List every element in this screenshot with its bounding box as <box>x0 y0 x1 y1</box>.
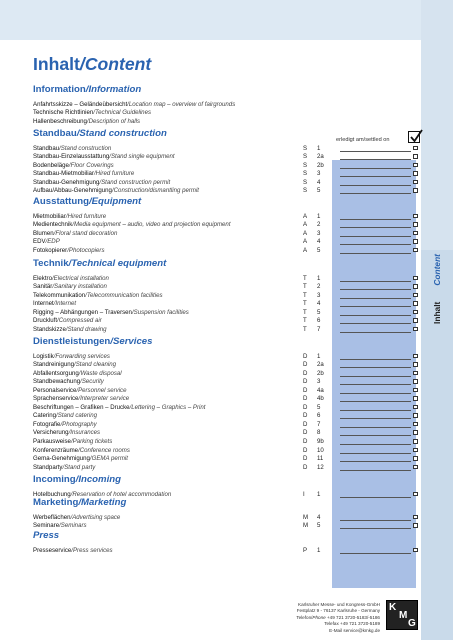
form-number: 1 <box>317 274 321 282</box>
item-label-sep: / <box>53 300 56 308</box>
form-letter: A <box>303 212 308 220</box>
form-letter: A <box>303 238 308 246</box>
logo-letter: G <box>408 618 416 629</box>
item-label-sep: / <box>65 325 68 333</box>
form-number: 7 <box>317 420 321 428</box>
item-label-en: Security <box>81 378 104 386</box>
item-label-sep: / <box>70 513 73 521</box>
form-letter: D <box>303 455 308 463</box>
form-number: 5 <box>317 522 321 530</box>
item-label-sep: / <box>129 403 132 411</box>
form-number: 3 <box>317 170 321 178</box>
item-label-de: Aufbau/Abbau-Genehmigung <box>33 187 112 195</box>
section-heading <box>33 497 126 508</box>
item-label-de: Standbau-Mietmobiliar <box>33 170 94 178</box>
settled-on-date-field[interactable] <box>340 470 411 471</box>
form-number: 10 <box>317 446 324 454</box>
checkbox[interactable] <box>413 163 418 168</box>
checkbox[interactable] <box>413 171 418 176</box>
form-number: 2b <box>317 161 324 169</box>
item-label-en: Photography <box>62 420 97 428</box>
item-label-de: Hallenbeschreibung <box>33 117 87 125</box>
form-number: 2 <box>317 283 321 291</box>
footer-email: E-Mail service@kmkg.de <box>329 627 380 633</box>
section-heading-de: Ausstattung <box>33 196 89 207</box>
item-label-sep: / <box>72 221 74 229</box>
item-label-en: Interpreter service <box>80 395 130 403</box>
item-label-en: Floral stand decoration <box>55 229 118 237</box>
section-heading-de: Dienstleistungen <box>33 336 111 347</box>
page-title-de: Inhalt <box>33 54 80 74</box>
checkbox[interactable] <box>413 523 418 528</box>
item-label-de: Personalservice <box>33 386 77 394</box>
checklist-row <box>33 546 419 555</box>
form-letter: D <box>303 420 308 428</box>
item-label-en: Electrical installation <box>53 274 109 282</box>
item-label-en: Construction/dismantling permit <box>113 187 200 195</box>
form-letter: D <box>303 463 308 471</box>
form-letter: D <box>303 386 308 394</box>
item-label-en: Stand party <box>64 463 96 471</box>
item-label-de: Presseservice <box>33 546 72 554</box>
checkbox[interactable] <box>413 301 418 306</box>
item-label-en: Stand cleaning <box>75 361 117 369</box>
item-label-de: Catering <box>33 412 57 420</box>
item-label-sep: / <box>52 283 55 291</box>
item-label-sep: / <box>57 317 59 325</box>
form-number: 1 <box>317 490 321 498</box>
item-label-sep: / <box>59 522 61 530</box>
item-label-sep: / <box>62 463 65 471</box>
item-label-sep: / <box>78 395 81 403</box>
checkbox[interactable] <box>413 248 418 253</box>
item-label-en: Parking tickets <box>72 438 113 445</box>
checkbox[interactable] <box>413 318 418 323</box>
section-heading-de: Information <box>33 84 86 95</box>
section-heading-en: Press <box>33 530 60 541</box>
section-heading-de: Standbau <box>33 128 77 139</box>
item-label-de: Sprachenservice <box>33 395 79 403</box>
settled-on-date-field[interactable] <box>340 497 411 498</box>
form-number: 4 <box>317 238 321 246</box>
logo-letter: M <box>399 610 408 621</box>
item-label-de: Seminare <box>33 522 60 530</box>
section-heading <box>33 530 59 541</box>
item-label-de: Konferenzräume <box>33 446 79 454</box>
item-label-sep: / <box>111 187 114 195</box>
item-label-de: Abfallentsorgung <box>33 369 79 377</box>
form-letter: S <box>303 170 308 178</box>
section-heading-en: Equipment <box>91 196 142 207</box>
section-heading-en: Stand construction <box>79 128 167 139</box>
item-label-sep: / <box>131 308 134 316</box>
form-number: 5 <box>317 403 321 411</box>
item-label-en: Sanitary installation <box>54 283 107 291</box>
checkbox[interactable] <box>413 327 418 332</box>
item-label <box>33 117 140 126</box>
item-label-sep: / <box>67 246 69 254</box>
section-heading-en: Incoming <box>78 474 121 485</box>
item-label-sep: / <box>70 490 73 498</box>
item-label-sep: / <box>56 412 58 420</box>
item-label-en: Stand single equipment <box>110 153 175 161</box>
item-label-en: Media equipment – audio, video and projection equipment <box>74 221 231 229</box>
item-label-en: Waste disposal <box>80 369 122 377</box>
item-label-sep: / <box>60 420 63 428</box>
item-label-de: Anfahrtsskizze – Geländeübersicht <box>33 100 128 108</box>
form-number: 8 <box>317 429 321 437</box>
item-label-en: Compressed air <box>58 317 102 325</box>
form-letter: I <box>303 490 305 498</box>
form-letter: A <box>303 246 308 254</box>
item-label-sep: / <box>80 378 82 386</box>
item-label-sep: / <box>65 212 68 220</box>
footer-phone: Telefon/Phone +49 721 3720-5183/-5186 <box>296 614 380 620</box>
checkbox[interactable] <box>413 448 418 453</box>
item-label <box>33 546 113 555</box>
section-heading-en: Technical equipment <box>71 258 167 269</box>
item-label-sep: / <box>86 117 89 125</box>
item-label-de: Standbau <box>33 144 60 152</box>
item-label-en: Telecommunication facilities <box>86 291 163 299</box>
item-label-sep: / <box>78 369 81 377</box>
item-label-sep: / <box>68 161 71 169</box>
checklist-row <box>33 246 419 255</box>
item-label-sep: / <box>53 229 56 237</box>
item-label-en: Press services <box>72 546 113 554</box>
item-label-en: Hired furniture <box>95 170 135 178</box>
item-label-sep: / <box>68 429 71 437</box>
checkbox[interactable] <box>413 154 418 159</box>
form-letter: D <box>303 352 308 360</box>
item-label-de: Versicherung <box>33 429 69 437</box>
form-letter: D <box>303 369 308 377</box>
form-number: 4b <box>317 395 324 403</box>
settled-on-date-field[interactable] <box>340 253 411 254</box>
settled-on-date-field[interactable] <box>340 528 411 529</box>
section-heading-sep: / <box>68 258 72 269</box>
form-number: 2a <box>317 153 324 161</box>
form-number: 1 <box>317 352 321 360</box>
form-number: 4 <box>317 300 321 308</box>
section-heading-en: Information <box>88 84 142 95</box>
item-label-de: Hotelbuchung <box>33 490 71 498</box>
form-number: 11 <box>317 455 324 463</box>
item-label-de: Logistik <box>33 352 54 360</box>
item-label-en: Stand drawing <box>67 325 107 333</box>
form-letter: T <box>303 283 307 291</box>
form-letter: S <box>303 187 308 195</box>
item-label-en: Stand construction <box>60 144 112 152</box>
form-letter: D <box>303 438 308 445</box>
checklist-row <box>33 117 419 126</box>
section-heading-sep: / <box>85 84 89 95</box>
item-label-sep: / <box>109 153 111 161</box>
item-label-de: Sanitär <box>33 283 53 291</box>
section-heading-de: Incoming <box>33 474 76 485</box>
item-label-sep: / <box>93 170 96 178</box>
page-title-sep: / <box>79 54 85 74</box>
section-heading-en: Marketing <box>81 497 127 508</box>
form-letter: D <box>303 403 308 411</box>
logo-letter: K <box>389 602 397 613</box>
item-label-en: Stand construction permit <box>101 178 171 186</box>
item-label-de: Blumen <box>33 229 54 237</box>
item-label-en: Floor Coverings <box>70 161 114 169</box>
form-letter: T <box>303 300 307 308</box>
item-label-sep: / <box>59 144 61 152</box>
section-heading-en: Services <box>112 336 153 347</box>
settled-on-date-field[interactable] <box>340 193 411 194</box>
item-label-de: Medientechnik <box>33 221 73 229</box>
item-label-de: Gema-Genehmigung <box>33 455 90 463</box>
form-letter: S <box>303 178 308 186</box>
item-label-sep: / <box>76 386 79 394</box>
form-number: 2 <box>317 221 321 229</box>
checkbox[interactable] <box>413 405 418 410</box>
checkbox[interactable] <box>413 354 418 359</box>
form-letter: T <box>303 317 307 325</box>
form-number: 1 <box>317 546 321 554</box>
item-label-de: Standskizze <box>33 325 66 333</box>
page-title <box>33 54 151 75</box>
checkbox[interactable] <box>413 430 418 435</box>
item-label-en: Lettering – Graphics – Print <box>131 403 206 411</box>
checkbox[interactable] <box>413 413 418 418</box>
section-heading-sep: / <box>88 196 92 207</box>
form-letter: T <box>303 274 307 282</box>
item-label-de: Standbau-Einzelausstattung <box>33 153 110 161</box>
checklist-row <box>33 325 419 334</box>
side-label-en: Content <box>432 254 442 286</box>
form-number: 4a <box>317 386 324 394</box>
page-title-en: Content <box>84 54 152 74</box>
checkbox[interactable] <box>413 371 418 376</box>
checkbox[interactable] <box>413 188 418 193</box>
form-letter: T <box>303 308 307 316</box>
item-label <box>33 463 95 472</box>
item-label-en: EDP <box>47 238 60 246</box>
form-letter: D <box>303 412 308 420</box>
side-label <box>425 214 445 324</box>
item-label-de: Werbeflächen <box>33 513 71 521</box>
form-letter: S <box>303 153 308 161</box>
checkbox[interactable] <box>413 180 418 185</box>
item-label-sep: / <box>45 238 48 246</box>
form-letter: A <box>303 229 308 237</box>
item-label-en: Advertising space <box>72 513 121 521</box>
form-letter: T <box>303 325 307 333</box>
form-letter: D <box>303 395 308 403</box>
item-label-de: Parkausweise <box>33 438 71 445</box>
item-label-en: Insurances <box>70 429 101 437</box>
form-number: 4 <box>317 178 321 186</box>
section-heading <box>33 336 152 347</box>
form-number: 5 <box>317 246 321 254</box>
item-label-sep: / <box>99 178 102 186</box>
item-label-en: Personnel service <box>78 386 127 394</box>
column-header: erledigt am/settled on <box>336 137 390 143</box>
checkbox[interactable] <box>413 439 418 444</box>
form-number: 5 <box>317 308 321 316</box>
item-label-en: Technical Guidelines <box>95 109 152 117</box>
form-number: 1 <box>317 212 321 220</box>
item-label-de: Bodenbeläge <box>33 161 69 169</box>
item-label-de: Fotokopierer <box>33 246 68 254</box>
side-label-de: Inhalt <box>432 301 442 324</box>
settled-on-date-field[interactable] <box>340 553 411 554</box>
form-letter: M <box>303 513 309 521</box>
item-label-de: Technische Richtlinien <box>33 109 94 117</box>
checkbox[interactable] <box>413 515 418 520</box>
form-number: 2b <box>317 369 324 377</box>
footer-contact <box>272 602 380 634</box>
section-heading <box>33 258 166 269</box>
item-label-en: Conference rooms <box>79 446 130 454</box>
section-heading <box>33 84 141 95</box>
item-label-en: Seminars <box>60 522 87 530</box>
item-label-sep: / <box>78 446 80 454</box>
item-label-de: Beschriftungen – Grafiken – Drucke <box>33 403 130 411</box>
item-label-sep: / <box>53 352 56 360</box>
form-letter: A <box>303 221 308 229</box>
item-label-de: Telekommunikation <box>33 291 86 299</box>
form-number: 7 <box>317 325 321 333</box>
checkbox[interactable] <box>413 239 418 244</box>
section-heading-sep: / <box>75 474 79 485</box>
checkbox[interactable] <box>413 284 418 289</box>
item-label-sep: / <box>127 100 129 108</box>
footer-fax: Telefax +49 721 3720-5189 <box>324 621 380 627</box>
checkbox[interactable] <box>413 276 418 281</box>
section-heading-de: Marketing <box>33 497 79 508</box>
form-number: 3 <box>317 291 321 299</box>
checkbox[interactable] <box>413 548 418 553</box>
item-label-sep: / <box>93 109 95 117</box>
checkbox[interactable] <box>413 396 418 401</box>
form-number: 3 <box>317 378 321 386</box>
item-label-en: Reservation of hotel accommodation <box>72 490 172 498</box>
checkbox[interactable] <box>413 388 418 393</box>
checkbox[interactable] <box>413 465 418 470</box>
checklist-row <box>33 463 419 472</box>
form-number: 12 <box>317 463 324 471</box>
form-number: 2a <box>317 361 324 369</box>
form-number: 6 <box>317 317 321 325</box>
item-label-sep: / <box>89 455 92 463</box>
form-letter: D <box>303 446 308 454</box>
checkbox[interactable] <box>413 362 418 367</box>
checkmark-icon <box>408 131 420 143</box>
form-letter: D <box>303 361 308 369</box>
section-heading-sep: / <box>110 336 113 347</box>
item-label-de: Fotografie <box>33 420 61 428</box>
section-heading <box>33 128 167 139</box>
checkbox[interactable] <box>413 231 418 236</box>
item-label-de: Standparty <box>33 463 63 471</box>
footer-company: Karlsruher Messe- und Kongress-GmbH <box>298 602 380 607</box>
kmkg-logo <box>386 600 418 630</box>
form-letter: D <box>303 378 308 386</box>
item-label-en: Hired furniture <box>67 212 107 220</box>
item-label-en: Forwarding services <box>55 352 110 360</box>
form-number: 9b <box>317 438 324 445</box>
section-heading <box>33 474 121 485</box>
checkbox[interactable] <box>413 492 418 497</box>
checkbox[interactable] <box>413 379 418 384</box>
item-label-sep: / <box>51 274 54 282</box>
form-letter: D <box>303 429 308 437</box>
footer-address: Festplatz 9 - 76137 Karlsruhe - Germany <box>296 608 380 614</box>
form-letter: S <box>303 161 308 169</box>
section-heading-de: Technik <box>33 258 69 269</box>
header-band <box>0 0 453 40</box>
checkbox[interactable] <box>413 214 418 219</box>
item-label-en: Suspension facilities <box>133 308 189 316</box>
settled-on-date-field[interactable] <box>340 332 411 333</box>
item-label-de: Elektro <box>33 274 52 282</box>
item-label-sep: / <box>71 546 73 554</box>
item-label-de: Druckluft <box>33 317 58 325</box>
item-label-de: Standbewachung <box>33 378 81 386</box>
item-label-de: EDV <box>33 238 46 246</box>
item-label-sep: / <box>85 291 87 299</box>
item-label <box>33 521 87 530</box>
item-label-de: Rigging – Abhängungen – Traversen <box>33 308 132 316</box>
item-label-sep: / <box>74 361 76 369</box>
item-label-en: Stand catering <box>57 412 98 420</box>
item-label-sep: / <box>70 438 73 445</box>
item-label-de: Mietmobiliar <box>33 212 66 220</box>
side-column-shade <box>421 0 453 250</box>
form-letter: M <box>303 522 309 530</box>
section-heading-sep: / <box>78 497 81 508</box>
form-number: 4 <box>317 513 321 521</box>
checkbox[interactable] <box>413 146 418 151</box>
checkbox[interactable] <box>413 293 418 298</box>
section-heading-sep: / <box>76 128 80 139</box>
form-letter: S <box>303 144 308 152</box>
checklist-row <box>33 186 419 195</box>
checkbox[interactable] <box>413 222 418 227</box>
item-label <box>33 246 105 255</box>
form-letter: P <box>303 546 308 554</box>
form-letter: T <box>303 291 307 299</box>
checkbox[interactable] <box>413 310 418 315</box>
item-label-en: Location map – overview of fairgrounds <box>128 100 236 108</box>
checkbox[interactable] <box>413 456 418 461</box>
item-label-en: Description of halls <box>88 117 141 125</box>
form-number: 3 <box>317 229 321 237</box>
checklist-row <box>33 521 419 530</box>
section-heading <box>33 196 141 207</box>
item-label-de: Standreinigung <box>33 361 74 369</box>
item-label-en: Internet <box>55 300 77 308</box>
checkbox[interactable] <box>413 422 418 427</box>
form-number: 6 <box>317 412 321 420</box>
item-label-en: Photocopiers <box>68 246 105 254</box>
item-label-de: Standbau-Genehmigung <box>33 178 100 186</box>
item-label <box>33 325 107 334</box>
form-number: 5 <box>317 187 321 195</box>
item-label <box>33 186 199 195</box>
item-label-de: Internet <box>33 300 54 308</box>
item-label-en: GEMA permit <box>91 455 128 463</box>
form-number: 1 <box>317 144 321 152</box>
